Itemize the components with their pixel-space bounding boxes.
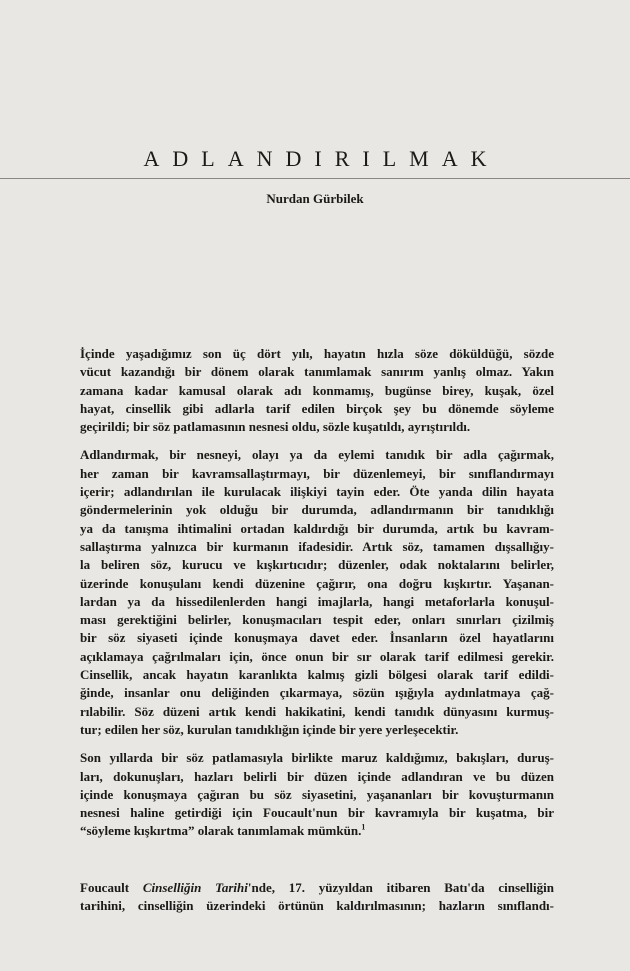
text-line: vücut kazandığı bir dönem olarak tanımlamak sanırım yanlış olmaz. Yakın <box>80 364 554 380</box>
text-line: içinde konuşmaya çağıran bu söz siyasetini, yaşananları bir kovuşturmanın <box>80 786 554 802</box>
text-line <box>80 822 554 840</box>
text-line: la beliren söz, kurucu ve kışkırtıcıdır; düzenler, odak noktalarını belirler, <box>80 557 554 573</box>
paragraph-2 <box>80 446 554 739</box>
text-line <box>80 879 554 897</box>
text-line: her zaman bir kavramsallaştırmayı, bir düzenlemeyi, bir sınıflandırmayı <box>80 465 554 481</box>
text-line: İçinde yaşadığımız son üç dört yılı, hayatın hızla söze döküldüğü, sözde <box>80 346 554 361</box>
text-line: açıklamaya çağrılmaları için, önce onun bir sır olarak tarif edilmesi gerekir. <box>80 648 554 664</box>
text-line: ğinde, insanlar onu deliğinden çıkarmaya, sözün ışığıyla aydınlatmaya çağ- <box>80 685 554 701</box>
paragraph-1 <box>80 345 554 436</box>
author-name: Nurdan Gürbilek <box>266 191 364 206</box>
text-line: Adlandırmak, bir nesneyi, olayı ya da eylemi tanıdık bir adla çağırmak, <box>80 447 554 463</box>
text-fragment: 'nde, 17. yüzyıldan itibaren Batı'da cinselliğin <box>247 880 554 895</box>
paragraph-3 <box>80 749 554 840</box>
book-title: Cinselliğin Tarihi <box>142 880 248 895</box>
text-line: ları, dokunuşları, hazları belirli bir düzen içinde adlandıran ve bu düzen <box>80 768 554 784</box>
text-line: hayat, cinsellik gibi adlarla tarif edilen birçok şey bu dönemde söyleme <box>80 400 554 416</box>
text-line: ması gerektiğini belirler, konuşmacıları tespit eder, onları sınırları çizilmiş <box>80 612 554 628</box>
text-line: göndermelerinin yok olduğu bir durumda, adlandırmanın bir tanıdıklığı <box>80 502 554 518</box>
article-body-continued <box>80 879 554 926</box>
text-line: lardan ya da hissedilenlerden hangi imajlarla, hangi metaforlarla konuşul- <box>80 593 554 609</box>
title-divider <box>0 178 630 179</box>
text-line: sallaştırma yalnızca bir kurmanın ifadesidir. Artık söz, tamamen dışsallığıy- <box>80 538 554 554</box>
text-line: bir söz siyaseti içinde konuşmaya davet eder. İnsanların özel hayatlarını <box>80 630 554 646</box>
article-body <box>80 345 554 851</box>
text-line: Cinsellik, ancak hayatın karanlıkta kalmış gizli bölgesi olarak tarif edildi- <box>80 667 554 683</box>
article-title: ADLANDIRILMAK <box>143 146 500 171</box>
text-line: rılabilir. Söz düzeni artık kendi hakikatini, kendi tanıdık dünyasını kurmuş- <box>80 703 554 719</box>
text-line: tarihini, cinselliğin üzerindeki örtünün kaldırılmasının; hazların sınıflandı- <box>80 898 554 914</box>
text-fragment: Foucault <box>80 880 143 895</box>
text-line: üzerinde konuşulanı kendi düzenine çağırır, ona doğru kışkırtır. Yaşanan- <box>80 575 554 591</box>
footnote-marker: 1 <box>361 823 366 833</box>
paragraph-4 <box>80 879 554 916</box>
text-line: zamana kadar kamusal olarak adı konmamış, bugünse birey, kuşak, özel <box>80 382 554 398</box>
text-line-content: “söyleme kışkırtma” olarak tanımlamak mümkün. <box>80 823 362 839</box>
text-line: Son yıllarda bir söz patlamasıyla birlikte maruz kaldığımız, bakışları, duruş- <box>80 750 554 766</box>
text-line: içerir; adlandırılan ile kurulacak ilişkiyi tayin eder. Öte yanda dilin hayata <box>80 484 554 500</box>
text-line: nesnesi haline getirdiği için Foucault'nun bir kavramıyla bir kuşatma, bir <box>80 805 554 821</box>
text-line: tur; edilen her söz, kurulan tanıdıklığın içinde bir yere yerleşecektir. <box>80 721 459 737</box>
text-line: geçirildi; bir söz patlamasının nesnesi oldu, sözle kuşatıldı, ayrıştırıldı. <box>80 419 471 435</box>
text-line: ya da tanışma ihtimalini ortadan kaldırdığı bir durumda, artık bu kavram- <box>80 520 554 536</box>
